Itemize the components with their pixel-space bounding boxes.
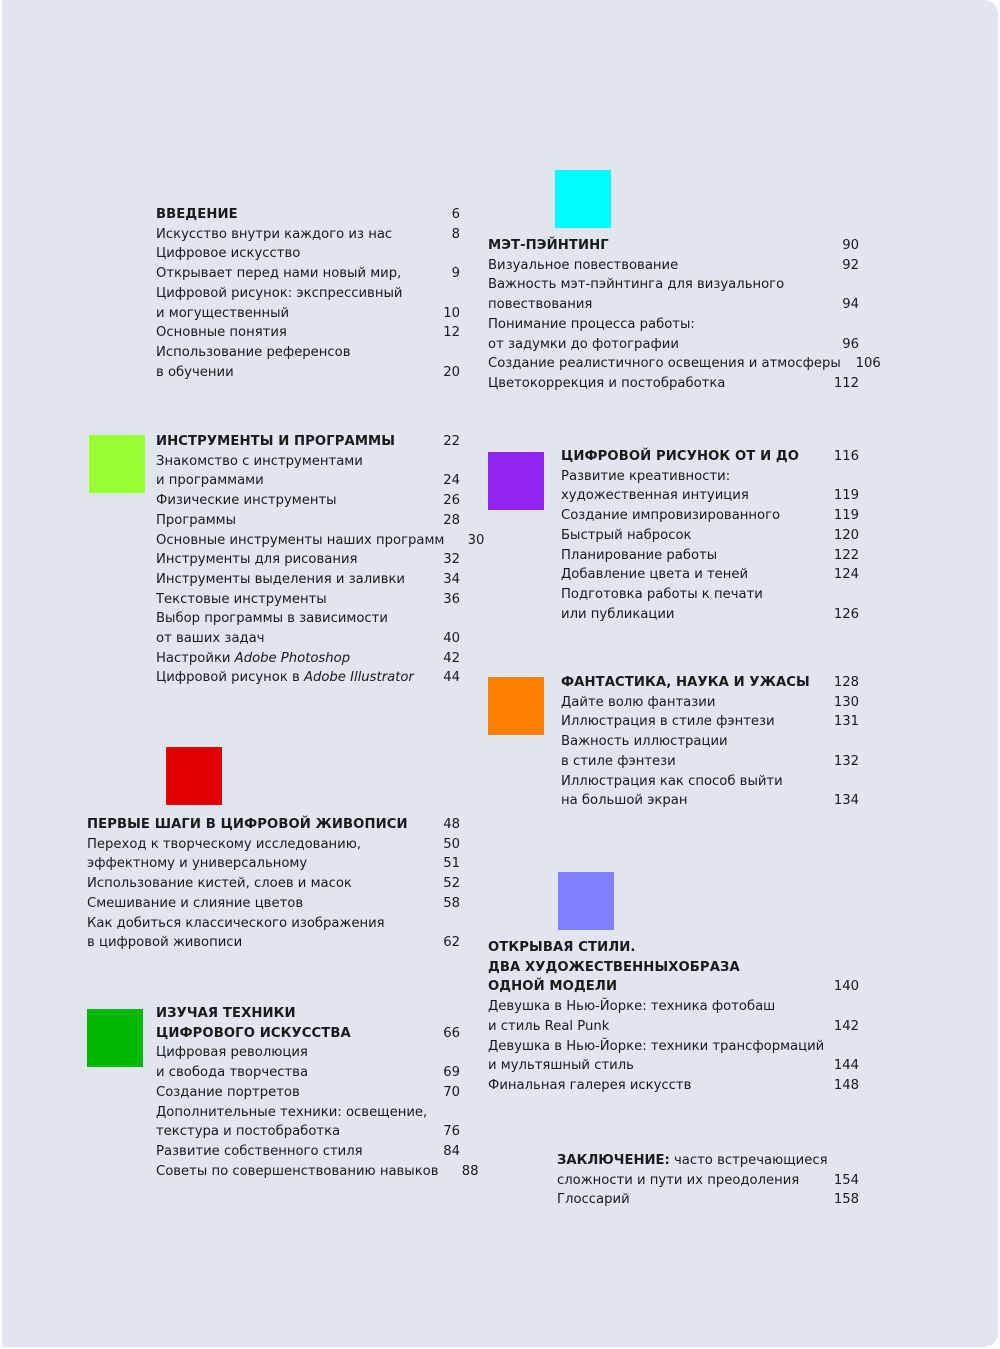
lime-square [89,435,145,493]
toc-row [156,264,460,284]
toc-page-number: 106 [855,356,881,372]
toc-row [87,874,460,894]
toc-page-number: 40 [443,631,460,647]
toc-entry-title: или публикации [561,606,675,622]
toc-row [156,590,460,610]
toc-page-number: 34 [443,571,460,587]
toc-entry-title: в цифровой живописи [87,935,243,951]
toc-row [156,363,460,383]
toc-page-number: 36 [443,591,460,607]
toc-row [156,550,460,570]
toc-row [87,854,460,874]
toc-row [488,1017,859,1037]
toc-entry-title: Девушка в Нью-Йорке: техника фотобаш [488,999,776,1015]
toc-entry-title: художественная интуиция [561,488,749,504]
toc-entry-title: Визуальное повествование [488,257,679,273]
section-heading: ЦИФРОВОЙ РИСУНОК ОТ И ДО [561,449,800,464]
toc-page-number: 124 [833,567,859,583]
toc-entry-title: Создание портретов [156,1084,300,1100]
toc-page-number: 10 [443,305,460,321]
toc-page-number: 32 [443,552,460,568]
purple-square [488,452,544,510]
toc-section-styles [488,938,859,1096]
toc-page-number: 70 [443,1084,460,1100]
section-heading: ВВЕДЕНИЕ [156,207,238,222]
toc-entry-title: Планирование работы [561,547,718,563]
toc-page-number: 122 [833,547,859,563]
toc-row [561,791,859,811]
toc-entry-title: Использование референсов [156,344,351,360]
toc-row [561,772,859,792]
toc-row [561,526,859,546]
toc-page-number: 142 [833,1018,859,1034]
toc-page-number: 144 [833,1058,859,1074]
toc-page-number: 92 [842,257,859,273]
toc-row [488,1037,859,1057]
toc-entry-title: Как добиться классического изображения [87,915,385,931]
red-square [166,747,222,805]
toc-entry-title: Понимание процесса работы: [488,316,695,332]
toc-entry-title: Цифровой рисунок: экспрессивный [156,285,403,301]
toc-section-techniques [156,1004,479,1181]
toc-row [87,914,460,934]
toc-page-number: 128 [833,675,859,690]
toc-row [488,295,859,315]
section-heading-row [488,977,859,997]
toc-page-number: 90 [842,238,859,253]
toc-row [87,835,460,855]
section-heading: МЭТ-ПЭЙНТИНГ [488,238,609,253]
toc-entry-title: Инструменты выделения и заливки [156,571,406,587]
toc-entry-title: Основные понятия [156,325,287,341]
periwinkle-square [558,872,614,930]
toc-entry-title: Финальная галерея искусств [488,1077,692,1093]
toc-row [156,343,460,363]
toc-section-tools [156,432,485,688]
toc-row [156,244,460,264]
toc-row [156,471,460,491]
toc-entry-title: Основные инструменты наших программ [156,532,445,548]
section-heading-row [156,205,460,225]
software-name: Adobe Illustrator [303,670,414,686]
toc-page-number: 12 [443,325,460,341]
toc-page-number: 26 [443,493,460,509]
toc-entry-title: Выбор программы в зависимости [156,611,388,627]
toc-row [156,649,460,669]
toc-page-number: 51 [443,856,460,872]
toc-row [156,1043,460,1063]
section-heading: ИЗУЧАЯ ТЕХНИКИ [156,1006,296,1021]
toc-row [488,374,859,394]
toc-row [561,506,859,526]
toc-page-number: 94 [842,297,859,313]
section-heading: ИНСТРУМЕНТЫ И ПРОГРАММЫ [156,434,396,449]
toc-page-number: 20 [443,364,460,380]
toc-entry-title: Создание реалистичного освещения и атмосферы [488,356,841,372]
toc-row [557,1151,859,1171]
toc-page-number: 50 [443,836,460,852]
toc-section-matte [488,236,881,394]
toc-entry-title: Важность мэт-пэйнтинга для визуального [488,277,785,293]
toc-page-number: 52 [443,876,460,892]
toc-entry-title: на большой экран [561,793,688,809]
toc-page-number: 44 [443,670,460,686]
toc-page-number: 148 [833,1077,859,1093]
toc-row [156,304,460,324]
toc-page-number: 84 [443,1143,460,1159]
section-heading-row [488,236,859,256]
section-heading-row [156,1004,460,1024]
toc-entry-title: и мультяшный стиль [488,1058,634,1074]
toc-entry-title: и свобода творчества [156,1065,309,1081]
toc-entry-title: Развитие креативности: [561,468,731,484]
toc-row [561,467,859,487]
toc-row [87,894,460,914]
toc-page-number: 8 [451,226,460,242]
toc-entry-title: Девушка в Нью-Йорке: техники трансформаций [488,1038,825,1054]
toc-row [561,546,859,566]
toc-page-number: 120 [833,527,859,543]
toc-entry-title: Подготовка работы к печати [561,586,763,602]
toc-entry-title: сложности и пути их преодоления [557,1172,800,1188]
toc-entry-title: текстура и постобработка [156,1124,341,1140]
toc-section-fantasy [561,673,859,811]
toc-page-number: 158 [833,1192,859,1208]
toc-page-number: 116 [833,449,859,464]
toc-section-intro [156,205,460,382]
toc-row [156,491,460,511]
toc-entry-title: Добавление цвета и теней [561,567,749,583]
section-heading-row [488,958,859,978]
section-heading: ФАНТАСТИКА, НАУКА И УЖАСЫ [561,675,810,690]
toc-row [156,1162,479,1182]
section-heading: ПЕРВЫЕ ШАГИ В ЦИФРОВОЙ ЖИВОПИСИ [87,817,408,832]
toc-page-number: 42 [443,650,460,666]
green-square [87,1009,143,1067]
toc-page-number: 6 [451,207,460,222]
toc-page-number: 76 [443,1124,460,1140]
section-heading-row [156,1024,460,1044]
toc-page-number: 130 [833,694,859,710]
section-heading: ОТКРЫВАЯ СТИЛИ. [488,940,636,955]
toc-row [561,486,859,506]
toc-row [87,933,460,953]
toc-row [557,1190,859,1210]
toc-entry-title: Цифровое искусство [156,246,301,262]
toc-entry-title: Глоссарий [557,1192,630,1208]
toc-entry-title: Дайте волю фантазии [561,694,716,710]
toc-page-number: 96 [842,336,859,352]
toc-row [156,570,460,590]
toc-entry-title: Цветокоррекция и постобработка [488,375,726,391]
conclusion-text: часто встречающиеся [669,1153,828,1168]
toc-page-number: 24 [443,473,460,489]
toc-entry-title: Текстовые инструменты [156,591,327,607]
toc-row [561,712,859,732]
toc-page-number: 66 [443,1025,460,1041]
toc-row [156,284,460,304]
toc-page-number: 112 [833,375,859,391]
toc-entry-title: повествования [488,297,593,313]
toc-row [488,335,859,355]
toc-row [488,315,859,335]
toc-page-number: 30 [467,532,485,548]
section-heading-row [561,673,859,693]
toc-row [561,732,859,752]
toc-page [2,0,998,1347]
toc-page-number: 119 [833,508,859,524]
orange-square [488,677,544,735]
toc-page-number: 22 [443,434,460,449]
toc-entry-title: Цифровой рисунок в Adobe Illustrator [156,670,414,686]
toc-entry-title: от задумки до фотографии [488,336,679,352]
toc-row [156,1103,460,1123]
toc-row [156,1122,460,1142]
toc-page-number: 9 [451,266,460,282]
toc-entry-title: Советы по совершенствованию навыков [156,1163,439,1179]
toc-page-number: 131 [833,714,859,730]
toc-entry-title: и программами [156,473,264,489]
toc-row [156,629,460,649]
toc-page-number: 119 [833,488,859,504]
toc-row [561,565,859,585]
toc-entry-title: Физические инструменты [156,493,337,509]
toc-entry-title: Переход к творческому исследованию, [87,836,362,852]
toc-section-first-steps [87,815,460,953]
toc-row [156,609,460,629]
toc-row [156,511,460,531]
toc-row [488,275,859,295]
toc-entry-title: Дополнительные техники: освещение, [156,1104,428,1120]
toc-entry-title: Инструменты для рисования [156,552,358,568]
toc-entry-title: Смешивание и слияние цветов [87,895,304,911]
toc-page-number: 132 [833,753,859,769]
toc-entry-title: Цифровая революция [156,1045,308,1061]
section-heading-row [561,447,859,467]
toc-row [156,323,460,343]
toc-page-number: 48 [443,817,460,832]
toc-entry-title: Иллюстрация как способ выйти [561,773,783,789]
toc-row [156,531,485,551]
toc-row [488,354,881,374]
toc-row [156,225,460,245]
toc-row [156,452,460,472]
toc-page-number: 126 [833,606,859,622]
toc-entry-title: в стиле фэнтези [561,753,676,769]
toc-entry-title: Иллюстрация в стиле фэнтези [561,714,775,730]
toc-row [156,668,460,688]
toc-row [561,605,859,625]
toc-entry-title: от ваших задач [156,631,265,647]
section-heading: ОДНОЙ МОДЕЛИ [488,979,618,995]
toc-page-number: 88 [461,1163,479,1179]
toc-entry-title: Программы [156,512,237,528]
toc-page-number: 58 [443,895,460,911]
toc-page-number: 154 [833,1172,859,1188]
toc-entry-title: Открывает перед нами новый мир, [156,266,402,282]
section-heading: ДВА ХУДОЖЕСТВЕННЫХОБРАЗА [488,959,740,975]
section-heading: ЦИФРОВОГО ИСКУССТВА [156,1025,351,1041]
toc-row [156,1063,460,1083]
toc-entry-title: в обучении [156,364,234,380]
toc-row [488,997,859,1017]
toc-page-number: 140 [833,979,859,995]
toc-entry-title: Развитие собственного стиля [156,1143,363,1159]
toc-page-number: 69 [443,1065,460,1081]
toc-row [488,1076,859,1096]
toc-row [488,1056,859,1076]
section-heading-row [488,938,859,958]
section-heading-row [156,432,460,452]
toc-entry-title: Знакомство с инструментами [156,453,363,469]
toc-row [561,693,859,713]
toc-page-number: 134 [833,793,859,809]
toc-page-number: 28 [443,512,460,528]
toc-entry-title: Быстрый набросок [561,527,692,543]
toc-entry-title: и стиль Real Punk [488,1018,610,1034]
toc-entry-title: Искусство внутри каждого из нас [156,226,393,242]
toc-row [557,1171,859,1191]
toc-entry-title: Настройки Adobe Photoshop [156,650,351,666]
toc-row [156,1142,460,1162]
toc-page-number: 62 [443,935,460,951]
toc-row [488,256,859,276]
toc-row [561,585,859,605]
software-name: Adobe Photoshop [234,650,351,666]
toc-entry-title: Создание импровизированного [561,508,781,524]
toc-row [561,752,859,772]
toc-entry-title: эффектному и универсальному [87,856,308,872]
toc-entry-title: Важность иллюстрации [561,734,728,750]
section-heading-row [87,815,460,835]
toc-section-drawing [561,447,859,624]
toc-section-conclusion [557,1151,859,1210]
toc-entry-title: Использование кистей, слоев и масок [87,876,352,892]
cyan-square [555,170,611,228]
toc-entry-title: и могущественный [156,305,290,321]
conclusion-label: ЗАКЛЮЧЕНИЕ: [557,1153,670,1168]
toc-row [156,1083,460,1103]
